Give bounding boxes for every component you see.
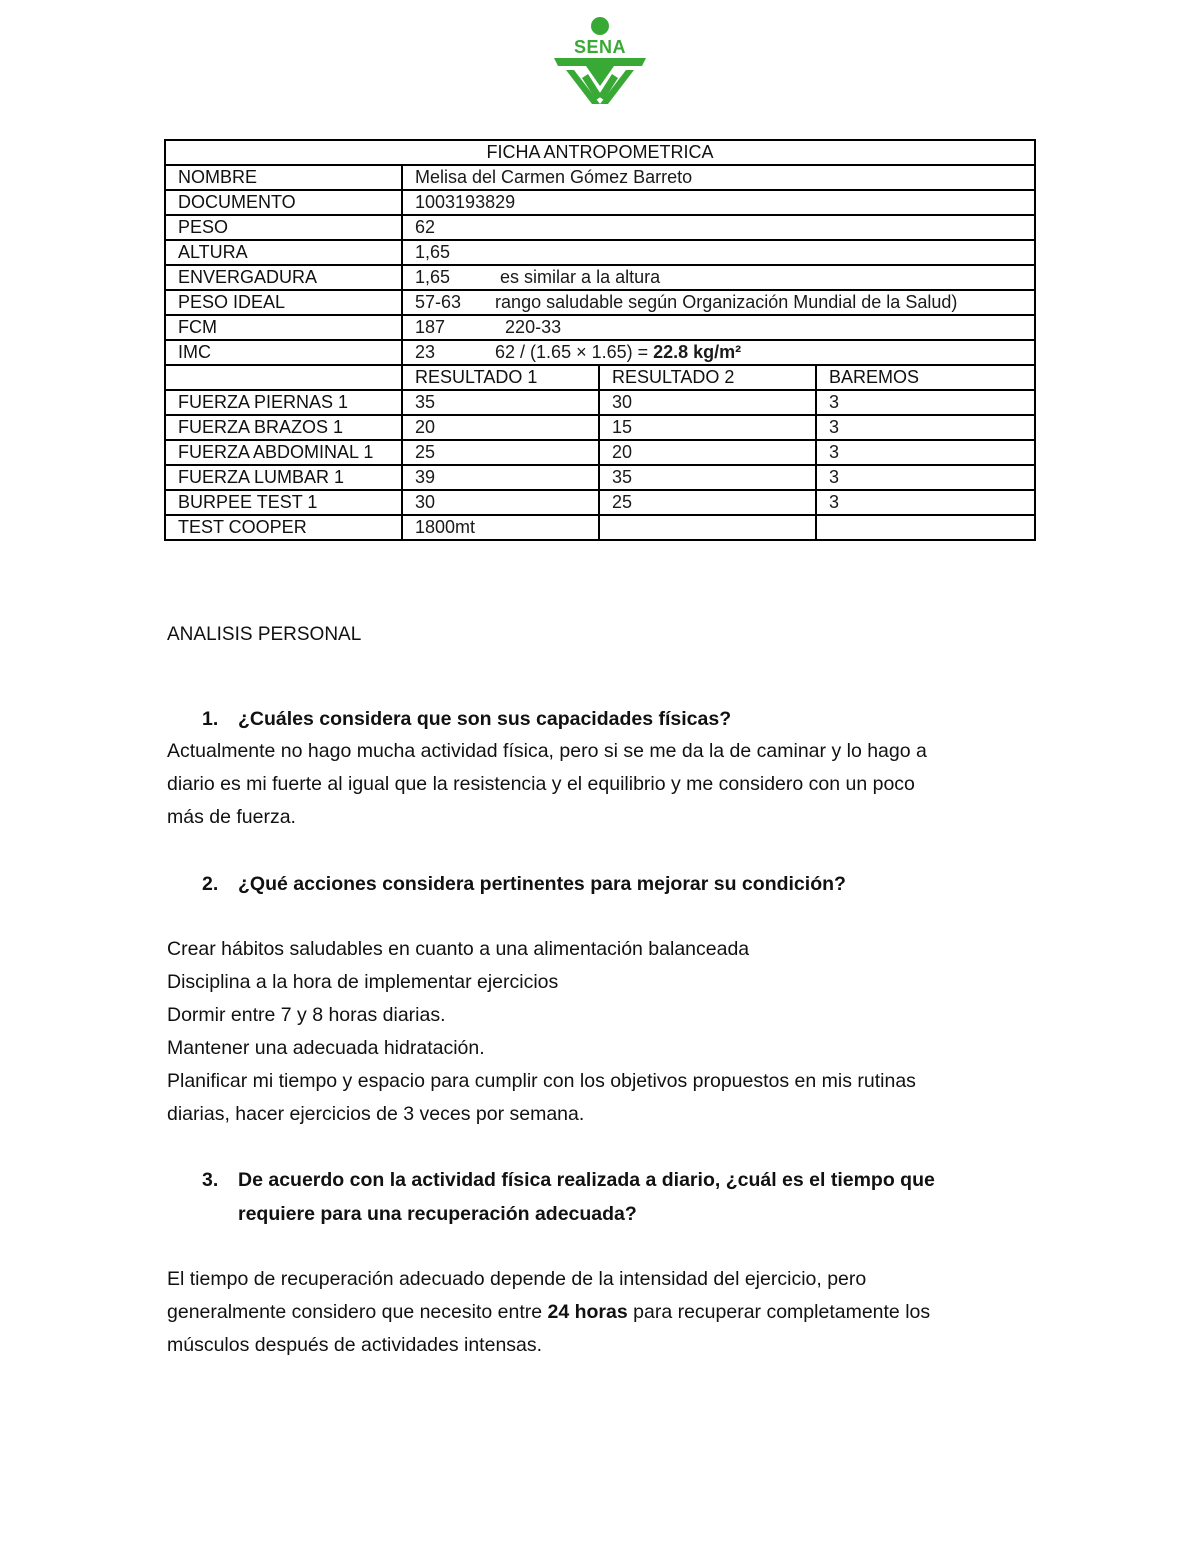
results-header-r1: RESULTADO 1 <box>402 365 599 390</box>
table-row <box>165 190 1035 215</box>
test-row <box>165 440 1035 465</box>
answer-text: generalmente considero que necesito entre <box>167 1301 548 1323</box>
answer-line: Disciplina a la hora de implementar ejercicios <box>167 971 559 993</box>
question-2 <box>202 867 846 901</box>
test-baremo: 3 <box>816 440 1035 465</box>
table-row <box>165 340 1035 365</box>
row-value-number: 57-63 <box>415 292 462 312</box>
test-r2: 35 <box>599 465 816 490</box>
test-row <box>165 465 1035 490</box>
row-value <box>402 315 1035 340</box>
table-row <box>165 215 1035 240</box>
answer-text: para recuperar completamente los <box>627 1301 931 1323</box>
test-row <box>165 415 1035 440</box>
question-3 <box>202 1163 935 1231</box>
row-value <box>402 290 1035 315</box>
test-baremo: 3 <box>816 390 1035 415</box>
ficha-antropometrica-table <box>164 139 1036 541</box>
answer-line: más de fuerza. <box>167 806 296 828</box>
row-value <box>402 265 1035 290</box>
test-r1: 30 <box>402 490 599 515</box>
answer-line: Dormir entre 7 y 8 horas diarias. <box>167 1004 446 1026</box>
answer-1 <box>167 735 1037 834</box>
answer-highlight: 24 horas <box>547 1301 628 1323</box>
sena-logo <box>552 16 648 108</box>
row-value-number: 187 <box>415 317 446 337</box>
logo-text: SENA <box>573 37 627 57</box>
row-label: PESO IDEAL <box>165 290 402 315</box>
test-label: FUERZA PIERNAS 1 <box>165 390 402 415</box>
test-r2: 30 <box>599 390 816 415</box>
table-title-row <box>165 140 1035 165</box>
test-baremo <box>816 515 1035 540</box>
answer-line: diario es mi fuerte al igual que la resistencia y el equilibrio y me considero con un poco <box>167 773 915 795</box>
question-number: 1. <box>202 708 219 730</box>
row-value-note: es similar a la altura <box>500 267 661 287</box>
row-value-note: 220-33 <box>505 317 562 337</box>
table-row <box>165 315 1035 340</box>
results-header-r2: RESULTADO 2 <box>599 365 816 390</box>
test-r1: 35 <box>402 390 599 415</box>
row-value: 1003193829 <box>402 190 1035 215</box>
answer-line: Mantener una adecuada hidratación. <box>167 1037 485 1059</box>
question-text: ¿Cuáles considera que son sus capacidades físicas? <box>238 708 732 730</box>
answer-2 <box>167 933 1037 1131</box>
section-title: ANALISIS PERSONAL <box>167 624 362 645</box>
test-baremo: 3 <box>816 415 1035 440</box>
test-r2: 20 <box>599 440 816 465</box>
table-row <box>165 290 1035 315</box>
answer-3 <box>167 1263 1037 1362</box>
test-baremo: 3 <box>816 490 1035 515</box>
table-row <box>165 240 1035 265</box>
answer-line: músculos después de actividades intensas. <box>167 1334 543 1356</box>
table-row <box>165 165 1035 190</box>
row-value: 1,65 <box>402 240 1035 265</box>
row-value <box>402 340 1035 365</box>
answer-line: El tiempo de recuperación adecuado depende de la intensidad del ejercicio, pero <box>167 1268 867 1290</box>
question-1 <box>202 702 731 736</box>
answer-line: Planificar mi tiempo y espacio para cumplir con los objetivos propuestos en mis rutinas <box>167 1070 916 1092</box>
question-line: De acuerdo con la actividad física realizada a diario, ¿cuál es el tiempo que <box>238 1169 935 1191</box>
results-header-baremos: BAREMOS <box>816 365 1035 390</box>
row-value-number: 1,65 <box>415 267 451 287</box>
test-r1: 1800mt <box>402 515 599 540</box>
row-label: NOMBRE <box>165 165 402 190</box>
row-label: ENVERGADURA <box>165 265 402 290</box>
row-value-note-result: 22.8 kg/m² <box>653 342 742 362</box>
row-label: DOCUMENTO <box>165 190 402 215</box>
test-row <box>165 515 1035 540</box>
row-value-note: rango saludable según Organización Mundial de la Salud) <box>495 292 958 312</box>
table-row <box>165 265 1035 290</box>
row-value-note: 62 / (1.65 × 1.65) = <box>495 342 654 362</box>
question-text <box>238 1163 935 1231</box>
test-r2: 25 <box>599 490 816 515</box>
answer-line <box>167 1296 1037 1329</box>
question-line: requiere para una recuperación adecuada? <box>238 1203 637 1225</box>
answer-line: Crear hábitos saludables en cuanto a una alimentación balanceada <box>167 938 750 960</box>
question-text: ¿Qué acciones considera pertinentes para mejorar su condición? <box>238 873 846 895</box>
test-label: BURPEE TEST 1 <box>165 490 402 515</box>
row-value: 62 <box>402 215 1035 240</box>
answer-line: Actualmente no hago mucha actividad física, pero si se me da la de caminar y lo hago a <box>167 740 927 762</box>
logo-head <box>591 17 609 35</box>
question-number: 3. <box>202 1169 219 1191</box>
row-label: IMC <box>165 340 402 365</box>
answer-line: diarias, hacer ejercicios de 3 veces por semana. <box>167 1103 585 1125</box>
row-label: FCM <box>165 315 402 340</box>
test-r1: 39 <box>402 465 599 490</box>
test-label: FUERZA BRAZOS 1 <box>165 415 402 440</box>
test-label: FUERZA ABDOMINAL 1 <box>165 440 402 465</box>
test-label: FUERZA LUMBAR 1 <box>165 465 402 490</box>
test-r1: 25 <box>402 440 599 465</box>
row-value-number: 23 <box>415 342 436 362</box>
test-row <box>165 490 1035 515</box>
test-baremo: 3 <box>816 465 1035 490</box>
results-header-row <box>165 365 1035 390</box>
test-row <box>165 390 1035 415</box>
row-value: Melisa del Carmen Gómez Barreto <box>402 165 1035 190</box>
test-label: TEST COOPER <box>165 515 402 540</box>
test-r1: 20 <box>402 415 599 440</box>
test-r2 <box>599 515 816 540</box>
results-header-empty <box>165 365 402 390</box>
row-label: PESO <box>165 215 402 240</box>
question-number: 2. <box>202 873 219 895</box>
test-r2: 15 <box>599 415 816 440</box>
table-title: FICHA ANTROPOMETRICA <box>165 140 1035 165</box>
row-label: ALTURA <box>165 240 402 265</box>
